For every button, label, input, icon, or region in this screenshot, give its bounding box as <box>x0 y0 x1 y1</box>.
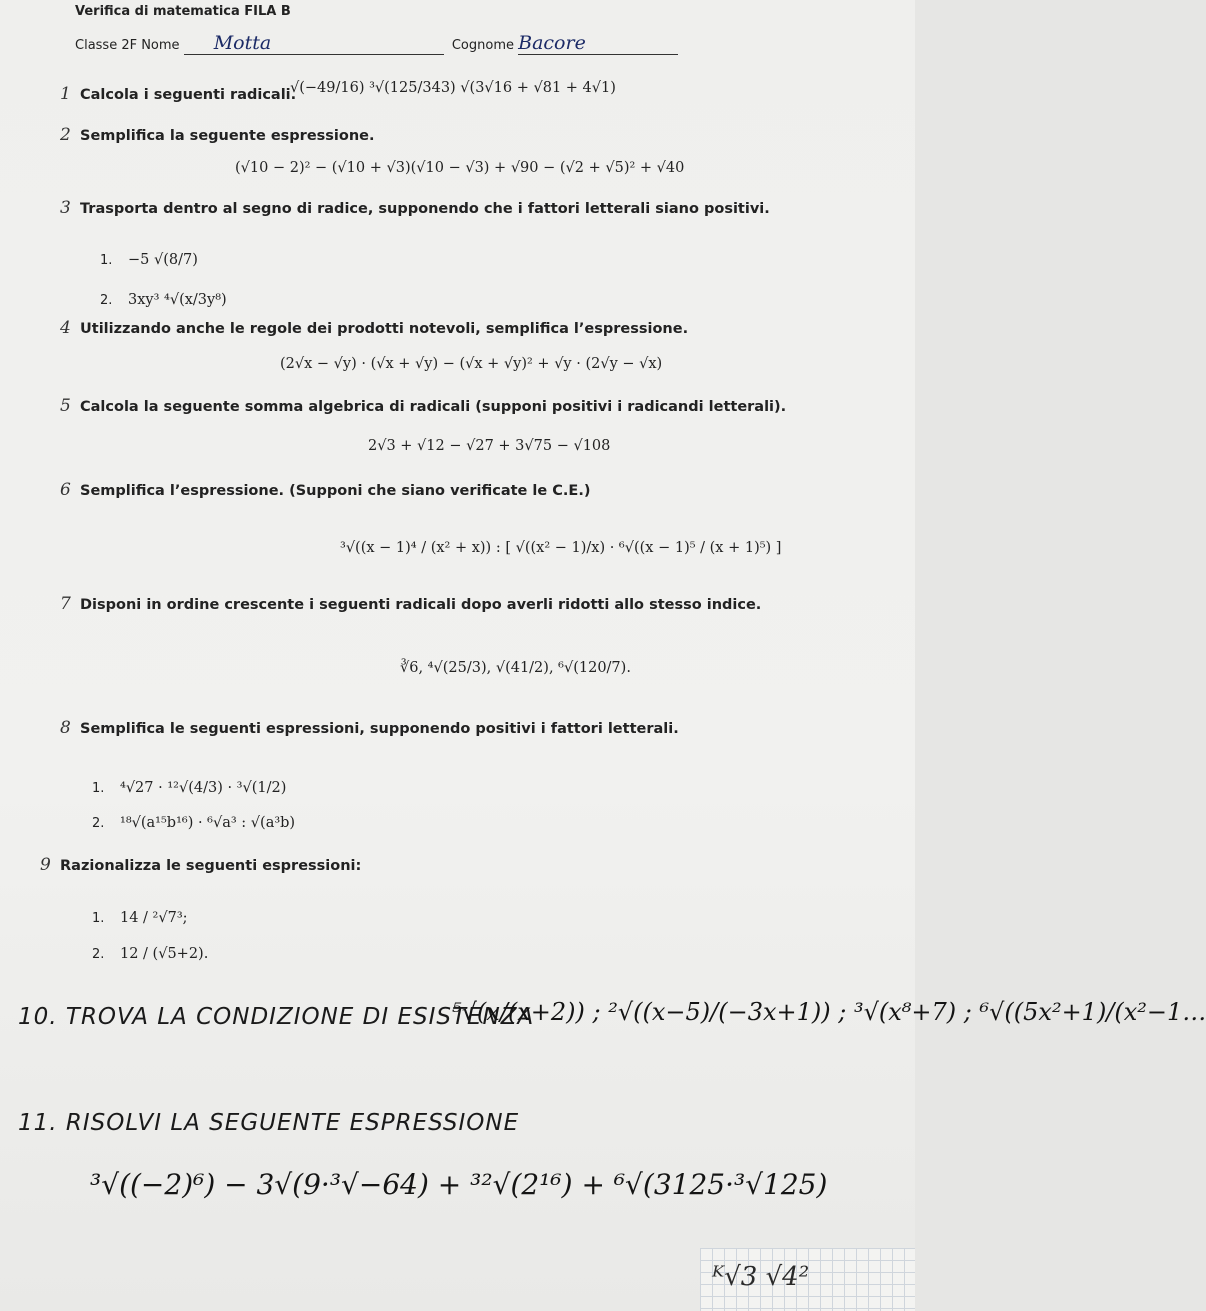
task-5-expression: 2√3 + √12 − √27 + 3√75 − √108 <box>368 438 611 454</box>
task-8-item-2: 2. ¹⁸√(a¹⁵b¹⁶) · ⁶√a³ : √(a³b) <box>92 815 296 831</box>
task-8-text: Semplifica le seguenti espressioni, supponendo positivi i fattori letterali. <box>80 721 679 737</box>
task-6-expression: ³√((x − 1)⁴ / (x² + x)) : [ √((x² − 1)/x) · ⁶√((x − 1)⁵ / (x + 1)⁵) ] <box>340 540 782 556</box>
task-3-item-2-expr: 3xy³ ⁴√(x/3y⁸) <box>128 292 227 308</box>
task-2-text: Semplifica la seguente espressione. <box>80 128 375 144</box>
handwritten-task-10-expression: ⁵√(x/(x+2)) ; ²√((x−5)/(−3x+1)) ; ³√(x⁸+7) ; ⁶√((5x²+1)/(x²−1… <box>452 998 1206 1026</box>
task-7-expression: ∛6, ⁴√(25/3), √(41/2), ⁶√(120/7). <box>400 660 631 676</box>
task-9 <box>40 855 361 875</box>
task-6 <box>60 480 590 500</box>
class-name-label: Classe 2F Nome <box>75 38 180 53</box>
task-1-number: 1 <box>60 84 71 104</box>
task-5 <box>60 396 786 416</box>
task-6-number: 6 <box>60 480 71 500</box>
task-1 <box>60 84 296 104</box>
task-6-text: Semplifica l’espressione. (Supponi che siano verificate le C.E.) <box>80 483 591 499</box>
task-7 <box>60 594 761 614</box>
handwritten-task-11-label: 11. RISOLVI LA SEGUENTE ESPRESSIONE <box>18 1110 520 1136</box>
task-8-item-1-expr: ⁴√27 · ¹²√(4/3) · ³√(1/2) <box>120 780 287 796</box>
task-2 <box>60 125 375 145</box>
task-1-expression: √(−49/16) ³√(125/343) √(3√16 + √81 + 4√1) <box>290 80 616 96</box>
task-1-text: Calcola i seguenti radicali. <box>80 87 297 103</box>
task-9-text: Razionalizza le seguenti espressioni: <box>60 858 362 874</box>
task-2-expression: (√10 − 2)² − (√10 + √3)(√10 − √3) + √90 − (√2 + √5)² + √40 <box>235 160 685 176</box>
corner-handwritten-note: ᴷ√3 √4² <box>712 1262 810 1292</box>
task-3-number: 3 <box>60 198 71 218</box>
handwritten-task-11-expression: ³√((−2)⁶) − 3√(9·³√−64) + ³²√(2¹⁶) + ⁶√(3125·³√125) <box>90 1168 828 1201</box>
task-7-text: Disponi in ordine crescente i seguenti radicali dopo averli ridotti allo stesso indice. <box>80 597 762 613</box>
task-5-number: 5 <box>60 396 71 416</box>
task-4 <box>60 318 688 338</box>
handwritten-task-10-label: 10. TROVA LA CONDIZIONE DI ESISTENZA <box>18 1004 535 1030</box>
task-8-item-2-expr: ¹⁸√(a¹⁵b¹⁶) · ⁶√a³ : √(a³b) <box>120 815 296 831</box>
task-9-item-1: 1. 14 / ²√7³; <box>92 910 188 926</box>
task-3-item-2: 2. 3xy³ ⁴√(x/3y⁸) <box>100 292 227 308</box>
task-9-item-1-expr: 14 / ²√7³; <box>120 910 188 926</box>
task-3-text: Trasporta dentro al segno di radice, supponendo che i fattori letterali siano positivi. <box>80 201 770 217</box>
student-info-row <box>75 32 678 55</box>
task-9-item-2-expr: 12 / (√5+2). <box>120 946 209 962</box>
task-8 <box>60 718 679 738</box>
task-8-number: 8 <box>60 718 71 738</box>
worksheet-title: Verifica di matematica FILA B <box>75 4 291 19</box>
task-3-item-1: 1. −5 √(8/7) <box>100 252 198 268</box>
task-9-number: 9 <box>40 855 51 875</box>
task-4-number: 4 <box>60 318 71 338</box>
task-8-item-1: 1. ⁴√27 · ¹²√(4/3) · ³√(1/2) <box>92 780 287 796</box>
surname-value: Bacore <box>518 32 678 55</box>
task-4-expression: (2√x − √y) · (√x + √y) − (√x + √y)² + √y · (2√y − √x) <box>280 356 663 372</box>
surname-label: Cognome <box>451 38 514 53</box>
task-7-number: 7 <box>60 594 71 614</box>
task-5-text: Calcola la seguente somma algebrica di radicali (supponi positivi i radicandi letterali). <box>80 399 787 415</box>
task-2-number: 2 <box>60 125 71 145</box>
name-value: Motta <box>184 32 444 55</box>
task-3 <box>60 198 770 218</box>
task-4-text: Utilizzando anche le regole dei prodotti notevoli, semplifica l’espressione. <box>80 321 689 337</box>
task-9-item-2: 2. 12 / (√5+2). <box>92 946 209 962</box>
task-3-item-1-expr: −5 √(8/7) <box>128 252 198 268</box>
